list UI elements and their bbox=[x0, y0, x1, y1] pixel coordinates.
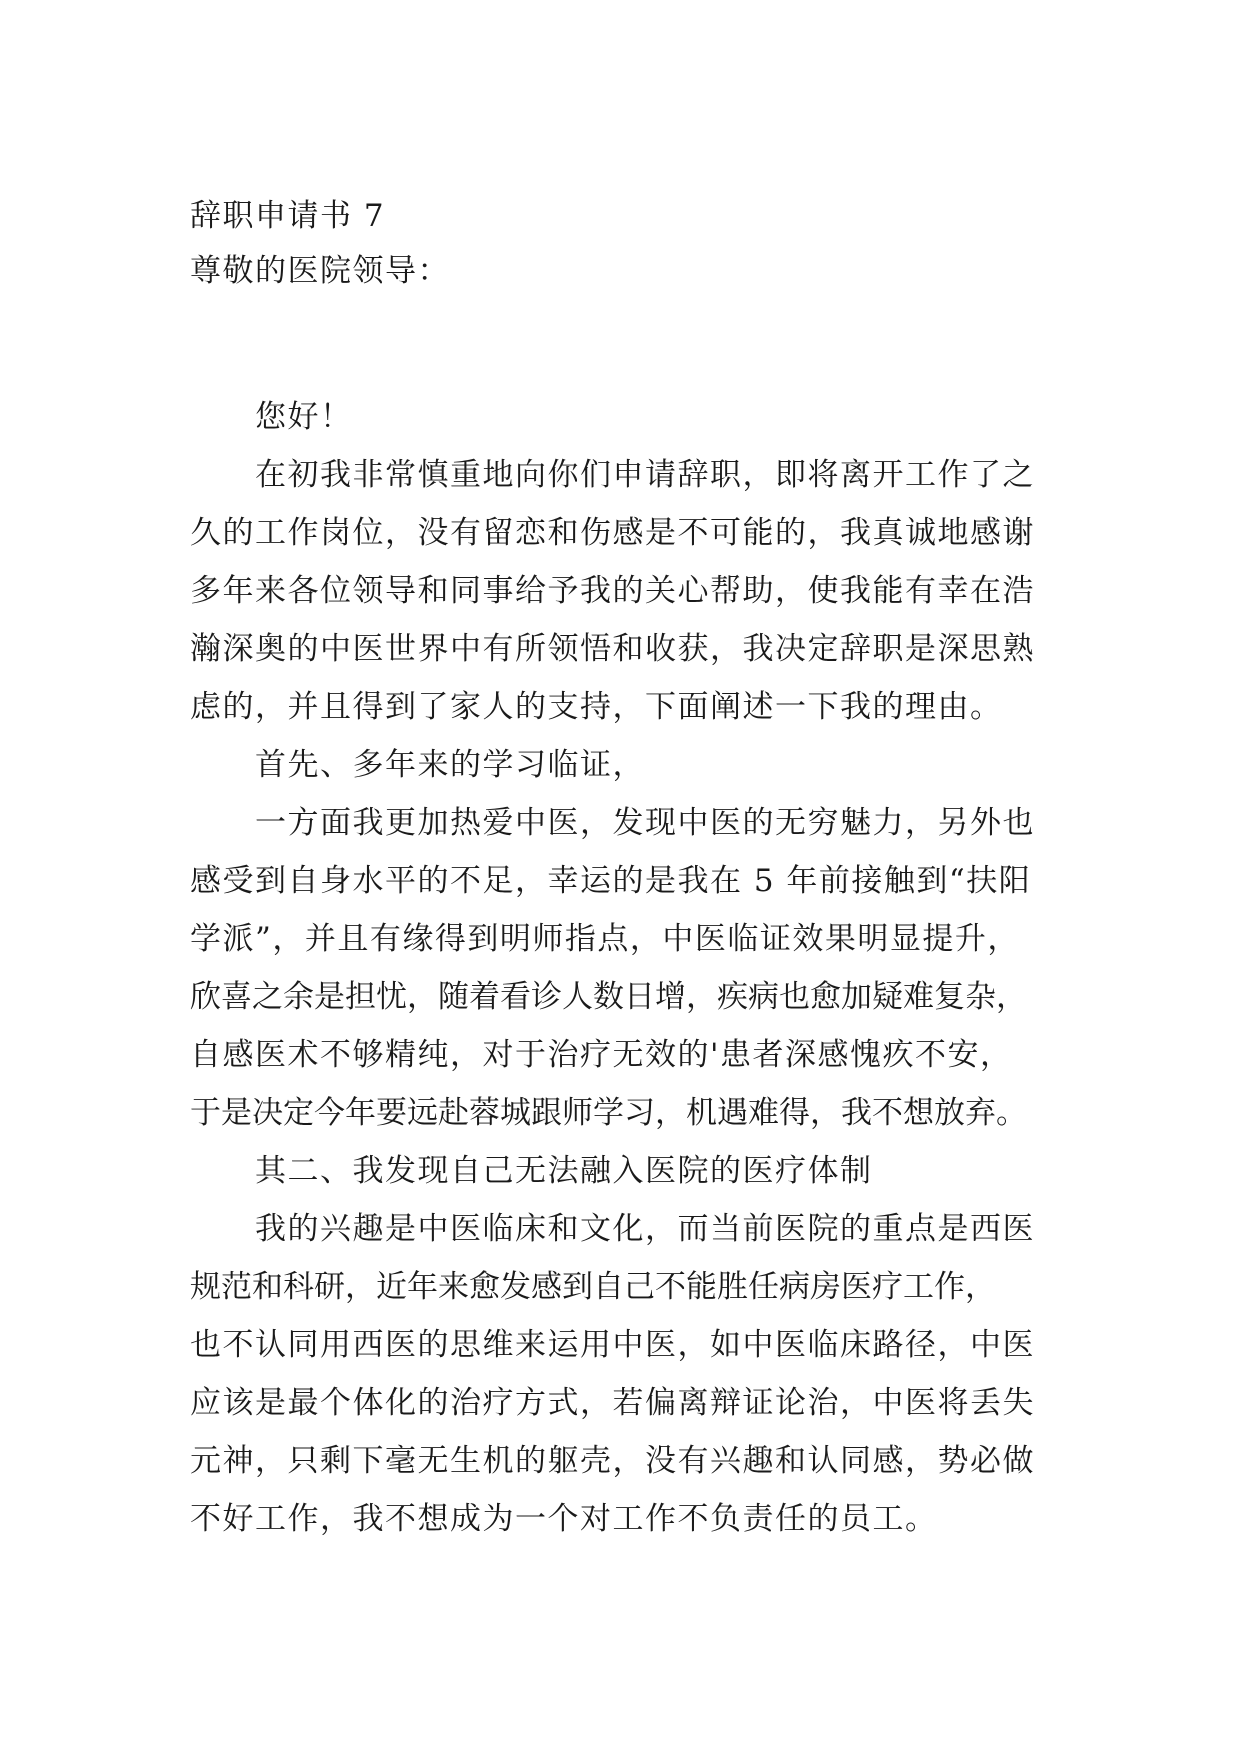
paragraph-line: 应该是最个体化的治疗方式，若偏离辩证论治，中医将丢失 bbox=[190, 1385, 1035, 1421]
paragraph-line: 元神，只剩下毫无生机的躯壳，没有兴趣和认同感，势必做 bbox=[190, 1443, 1035, 1479]
greeting: 您好！ bbox=[255, 399, 353, 435]
paragraph-line: 不好工作，我不想成为一个对工作不负责任的员工。 bbox=[190, 1501, 938, 1537]
paragraph-line: 久的工作岗位，没有留恋和伤感是不可能的，我真诚地感谢 bbox=[190, 515, 1035, 551]
paragraph-line: 虑的，并且得到了家人的支持，下面阐述一下我的理由。 bbox=[190, 689, 1003, 725]
paragraph-line: 多年来各位领导和同事给予我的关心帮助，使我能有幸在浩 bbox=[190, 573, 1035, 609]
paragraph-line: 学派”，并且有缘得到明师指点，中医临证效果明显提升， bbox=[190, 921, 1020, 957]
section-heading-second: 其二、我发现自己无法融入医院的医疗体制 bbox=[255, 1153, 873, 1189]
paragraph-line: 规范和科研，近年来愈发感到自己不能胜任病房医疗工作， bbox=[190, 1269, 996, 1305]
paragraph-line: 也不认同用西医的思维来运用中医，如中医临床路径，中医 bbox=[190, 1327, 1035, 1363]
paragraph-line: 在初我非常慎重地向你们申请辞职，即将离开工作了之 bbox=[255, 457, 1035, 493]
section-heading-first: 首先、多年来的学习临证， bbox=[255, 747, 645, 783]
paragraph-line: 瀚深奥的中医世界中有所领悟和收获，我决定辞职是深思熟 bbox=[190, 631, 1035, 667]
document-title: 辞职申请书 7 bbox=[190, 198, 386, 234]
paragraph-line: 感受到自身水平的不足，幸运的是我在 5 年前接触到“扶阳 bbox=[190, 863, 1032, 899]
salutation: 尊敬的医院领导： bbox=[190, 253, 450, 289]
paragraph-line: 欣喜之余是担忧，随着看诊人数日增，疾病也愈加疑难复杂， bbox=[190, 979, 1027, 1015]
paragraph-line: 我的兴趣是中医临床和文化，而当前医院的重点是西医 bbox=[255, 1211, 1035, 1247]
paragraph-line: 自感医术不够精纯，对于治疗无效的'患者深感愧疚不安， bbox=[190, 1037, 1013, 1073]
paragraph-line: 于是决定今年要远赴蓉城跟师学习，机遇难得，我不想放弃。 bbox=[190, 1095, 1027, 1131]
paragraph-line: 一方面我更加热爱中医，发现中医的无穷魅力，另外也 bbox=[255, 805, 1035, 841]
